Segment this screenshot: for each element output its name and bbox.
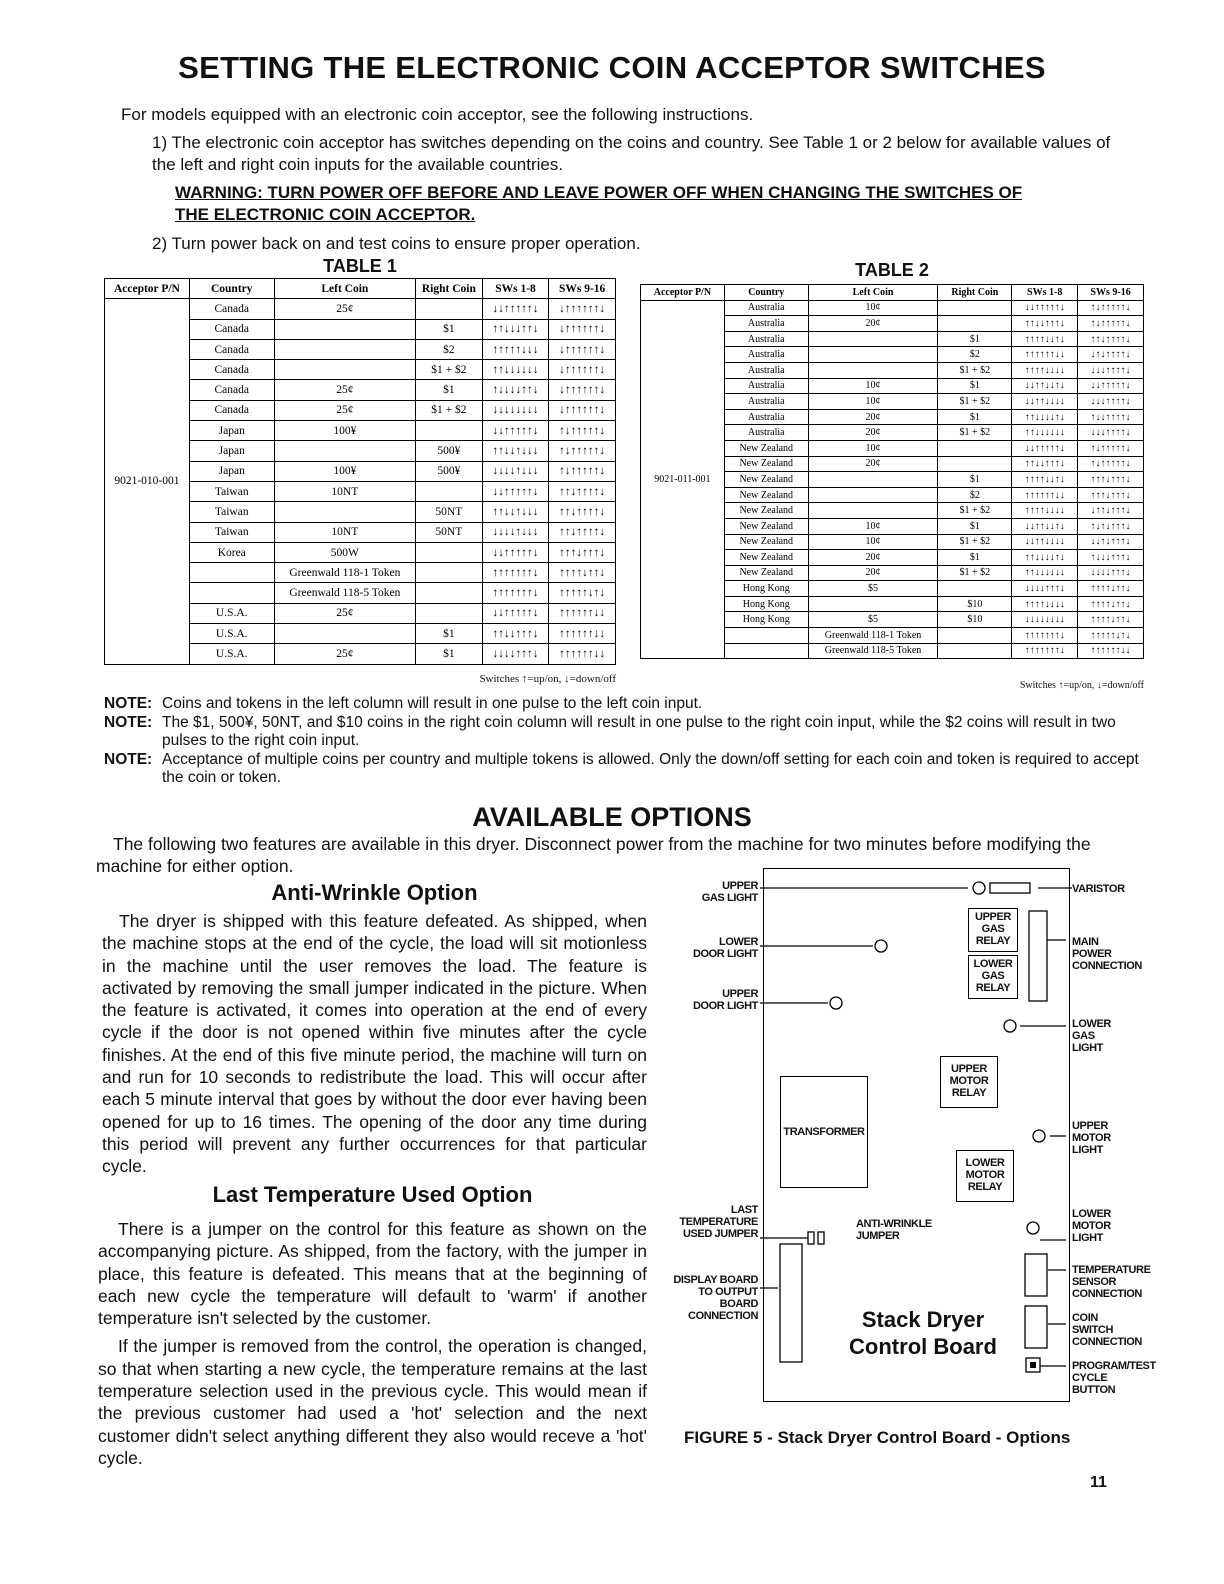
switch-cell: ↑↓↑↑↑↑↑↓ — [1078, 300, 1144, 316]
switch-cell: ↑↓↑↑↑↑↑↓ — [1078, 456, 1144, 472]
upper-gas-relay: UPPER GAS RELAY — [968, 908, 1018, 952]
note-1 — [104, 695, 1144, 713]
switch-cell: ↑↑↑↑↑↑↑↓ — [482, 563, 549, 583]
table-header-row — [105, 279, 616, 299]
table-cell: New Zealand — [724, 456, 808, 472]
table-cell: Australia — [724, 378, 808, 394]
column-header: Acceptor P/N — [105, 279, 190, 299]
table-1-legend: Switches ↑=up/on, ↓=down/off — [479, 673, 616, 685]
switch-cell: ↑↓↑↑↑↑↑↓ — [549, 461, 616, 481]
table-cell: 10¢ — [808, 300, 938, 316]
acceptor-part-number: 9021-011-001 — [641, 300, 725, 659]
switch-cell: ↑↑↑↑↓↓↓↓ — [1012, 362, 1078, 378]
temp-sensor-connector — [1025, 1254, 1047, 1296]
last-temp-body-1: There is a jumper on the control for this feature as shown on the accompanying picture. As shipped, from the factory, with the jumper in place, this feature is defeated. This means that at the beginning of each new cycle the temperature will default to 'warm' if another temperature isn't selected by the customer. — [98, 1219, 647, 1329]
table-cell — [274, 624, 415, 644]
table-cell: 10¢ — [808, 518, 938, 534]
table-cell: Canada — [189, 360, 274, 380]
switch-cell: ↑↑↑↑↓↓↑↓ — [1012, 331, 1078, 347]
switch-cell: ↓↓↑↑↓↓↑↓ — [1012, 378, 1078, 394]
note-text: Coins and tokens in the left column will result in one pulse to the left coin input. — [162, 695, 703, 712]
table-cell: New Zealand — [724, 503, 808, 519]
switch-cell: ↑↑↓↓↓↓↑↓ — [1012, 550, 1078, 566]
table-cell: Greenwald 118-1 Token — [274, 563, 415, 583]
table-cell: U.S.A. — [189, 644, 274, 664]
switch-cell: ↑↑↑↑↑↑↑↓ — [1012, 643, 1078, 659]
table-cell — [416, 603, 483, 623]
table-header-row — [641, 285, 1144, 301]
column-header: Right Coin — [416, 279, 483, 299]
switch-cell: ↑↑↑↓↑↑↑↓ — [1078, 487, 1144, 503]
table-cell: $1 — [938, 331, 1012, 347]
table-cell — [938, 643, 1012, 659]
column-header: Left Coin — [274, 279, 415, 299]
label-upper-motor-light: UPPER MOTOR LIGHT — [1072, 1120, 1111, 1156]
switch-cell: ↓↓↑↑↑↑↑↓ — [482, 603, 549, 623]
switch-cell: ↑↓↑↑↑↑↑↓ — [549, 421, 616, 441]
label-varistor: VARISTOR — [1072, 883, 1125, 895]
switch-cell: ↑↑↓↓↑↑↑↓ — [482, 624, 549, 644]
note-text: The $1, 500¥, 50NT, and $10 coins in the right coin column will result in one pulse to the right coin input, while the $2 coins will result in two pulses to the right coin input. — [162, 714, 1116, 749]
note-2 — [104, 714, 1144, 750]
table-cell — [938, 316, 1012, 332]
table-cell: New Zealand — [724, 550, 808, 566]
table-cell: $1 — [938, 472, 1012, 488]
table-cell: 500¥ — [416, 441, 483, 461]
board-title-line-1: Stack Dryer — [861, 1307, 985, 1332]
table-cell: Australia — [724, 300, 808, 316]
board-title — [828, 1306, 1018, 1360]
table-cell: $1 — [938, 550, 1012, 566]
table-cell — [808, 362, 938, 378]
table-cell: 20¢ — [808, 425, 938, 441]
lower-motor-relay: LOWER MOTOR RELAY — [956, 1150, 1014, 1202]
table-cell: $1 — [416, 319, 483, 339]
switch-cell: ↓↓↓↑↑↑↑↓ — [1078, 425, 1144, 441]
table-cell: Australia — [724, 362, 808, 378]
switch-cell: ↑↓↑↑↑↑↑↓ — [549, 441, 616, 461]
table-cell: $1 + $2 — [938, 425, 1012, 441]
last-temp-section — [98, 1182, 647, 1469]
switch-cell: ↑↑↓↑↑↑↑↓ — [549, 522, 616, 542]
anti-wrinkle-section — [102, 880, 647, 1178]
label-main-power: MAIN POWER CONNECTION — [1072, 936, 1142, 972]
table-cell — [938, 628, 1012, 644]
table-cell — [808, 331, 938, 347]
table-cell — [274, 319, 415, 339]
label-temp-sensor: TEMPERATURE SENSOR CONNECTION — [1072, 1264, 1151, 1300]
switch-cell: ↓↓↑↑↑↑↑↓ — [1078, 378, 1144, 394]
table-cell — [938, 300, 1012, 316]
last-temp-body-2: If the jumper is removed from the control, the operation is changed, so that when starting a new cycle, the temperature remains at the last temperature selection used in the previous cycle. This would mean if the previous customer had used a 'hot' selection and the next customer didn't select anything different they also would receve a 'hot' cycle. — [98, 1336, 647, 1468]
switch-cell: ↓↓↓↓↓↓↓↓ — [1012, 612, 1078, 628]
table-cell — [808, 347, 938, 363]
table-cell — [938, 440, 1012, 456]
table-cell: 50NT — [416, 502, 483, 522]
table-cell — [189, 583, 274, 603]
table-cell: Hong Kong — [724, 581, 808, 597]
table-cell: 25¢ — [274, 400, 415, 420]
switch-cell: ↓↓↑↑↓↓↑↓ — [1012, 518, 1078, 534]
switch-cell: ↓↓↓↓↑↑↑↓ — [1078, 565, 1144, 581]
switch-cell: ↑↓↓↓↓↑↑↓ — [482, 380, 549, 400]
table-cell: Australia — [724, 409, 808, 425]
notes — [104, 695, 1144, 787]
column-header: Country — [724, 285, 808, 301]
table-cell: 10¢ — [808, 440, 938, 456]
label-program-button: PROGRAM/TEST CYCLE BUTTON — [1072, 1360, 1156, 1396]
transformer: TRANSFORMER — [780, 1076, 868, 1188]
table-cell — [808, 472, 938, 488]
switch-cell: ↓↓↑↑↑↑↑↓ — [482, 481, 549, 501]
table-cell: 500W — [274, 542, 415, 562]
table-cell: $1 + $2 — [416, 400, 483, 420]
table-cell — [808, 596, 938, 612]
switch-cell: ↑↑↑↑↑↑↑↓ — [482, 583, 549, 603]
note-label: NOTE: — [104, 751, 153, 768]
table-cell: 100¥ — [274, 461, 415, 481]
column-header: Left Coin — [808, 285, 938, 301]
switch-cell: ↓↑↑↑↑↑↑↓ — [549, 339, 616, 359]
table-cell: $5 — [808, 612, 938, 628]
switch-cell: ↑↑↑↑↑↓↑↓ — [549, 583, 616, 603]
table-cell: $10 — [938, 612, 1012, 628]
table-cell: 500¥ — [416, 461, 483, 481]
table-2-caption: TABLE 2 — [855, 260, 929, 280]
switch-cell: ↓↑↑↑↑↑↑↓ — [549, 380, 616, 400]
table-cell: Japan — [189, 421, 274, 441]
table-cell: New Zealand — [724, 487, 808, 503]
table-cell — [808, 487, 938, 503]
table-cell: Taiwan — [189, 502, 274, 522]
table-cell: Australia — [724, 316, 808, 332]
options-intro: The following two features are available in this dryer. Disconnect power from the machine for two minutes before modifying the machine for either option. — [96, 834, 1091, 876]
table-1-caption: TABLE 1 — [323, 256, 397, 276]
table-cell: Japan — [189, 461, 274, 481]
switch-cell: ↓↓↓↓↓↓↓↓ — [482, 400, 549, 420]
table-cell: Taiwan — [189, 481, 274, 501]
table-cell — [416, 421, 483, 441]
switch-cell: ↑↓↑↑↑↑↑↓ — [1078, 440, 1144, 456]
note-label: NOTE: — [104, 714, 153, 731]
table-row — [105, 299, 616, 319]
table-cell: Japan — [189, 441, 274, 461]
table-cell: 25¢ — [274, 299, 415, 319]
table-cell — [274, 502, 415, 522]
table-cell — [274, 360, 415, 380]
switch-cell: ↓↓↑↑↑↑↑↓ — [482, 299, 549, 319]
switch-cell: ↑↓↑↑↑↑↑↓ — [1078, 316, 1144, 332]
table-cell — [416, 299, 483, 319]
label-upper-door-light: UPPER DOOR LIGHT — [692, 988, 758, 1012]
switch-cell: ↑↑↑↑↓↑↑↓ — [1078, 581, 1144, 597]
step-2-text: 2) Turn power back on and test coins to ensure proper operation. — [152, 234, 641, 253]
switch-cell: ↑↑↑↑↓↑↑↓ — [549, 563, 616, 583]
lower-door-light-led — [875, 940, 887, 952]
switch-cell: ↓↓↓↓↑↓↓↓ — [482, 461, 549, 481]
switch-cell: ↓↓↑↑↑↑↑↓ — [482, 542, 549, 562]
anti-wrinkle-body: The dryer is shipped with this feature defeated. As shipped, when the machine stops at the end of the cycle, the load will sit motionless in the machine until the user removes the load. The feature is activated by removing the small jumper indicated in the picture. When the feature is activated, it comes into operation at the end of every cycle if the door is not opened within five minutes after the cycle finishes. At the end of this five minute period, the machine will turn on and run for 10 seconds to redistribute the load. This will occur after each 5 minute interval that goes by without the door ever having been opened for up to 16 times. The opening of the door any time during this period will prevent any further occurrences for that particular cycle. — [102, 911, 647, 1177]
switch-cell: ↓↑↑↑↑↑↑↓ — [549, 360, 616, 380]
switch-cell: ↑↑↓↓↓↓↓↓ — [1012, 565, 1078, 581]
table-cell: New Zealand — [724, 534, 808, 550]
control-board-figure — [668, 866, 1168, 1426]
table-1 — [104, 278, 616, 665]
warning-text: WARNING: TURN POWER OFF BEFORE AND LEAVE POWER OFF WHEN CHANGING THE SWITCHES OF THE ELECTRONIC COIN ACCEPTOR. — [175, 183, 1023, 224]
note-3 — [104, 751, 1144, 787]
switch-cell: ↑↑↓↓↓↑↑↓ — [482, 319, 549, 339]
switch-cell: ↑↑↑↓↑↑↑↓ — [1078, 472, 1144, 488]
table-cell — [416, 542, 483, 562]
table-row — [641, 300, 1144, 316]
table-cell: 20¢ — [808, 316, 938, 332]
last-temp-jumper-pin — [808, 1232, 814, 1244]
switch-cell: ↑↑↑↑↑↑↓↓ — [549, 624, 616, 644]
table-cell — [416, 563, 483, 583]
table-cell: 10¢ — [808, 534, 938, 550]
switch-cell: ↓↑↑↑↑↑↑↓ — [549, 400, 616, 420]
column-header: Right Coin — [938, 285, 1012, 301]
table-cell: $10 — [938, 596, 1012, 612]
table-cell: Canada — [189, 380, 274, 400]
switch-cell: ↑↓↑↓↑↑↑↓ — [1078, 518, 1144, 534]
display-board-connector — [780, 1244, 802, 1362]
table-cell: $1 — [938, 409, 1012, 425]
page-title: SETTING THE ELECTRONIC COIN ACCEPTOR SWITCHES — [178, 50, 1046, 85]
switch-cell: ↓↓↑↑↑↑↑↓ — [1012, 300, 1078, 316]
table-cell — [274, 339, 415, 359]
switch-cell: ↑↑↑↑↑↑↓↓ — [1012, 487, 1078, 503]
switch-cell: ↓↓↓↓↑↓↓↓ — [482, 522, 549, 542]
switch-cell: ↑↑↓↓↑↑↑↓ — [1012, 316, 1078, 332]
table-cell: Canada — [189, 299, 274, 319]
table-cell: 25¢ — [274, 603, 415, 623]
switch-cell: ↑↑↑↑↑↑↓↓ — [1012, 347, 1078, 363]
table-cell: 20¢ — [808, 565, 938, 581]
table-cell: $1 + $2 — [938, 565, 1012, 581]
page-number: 11 — [1090, 1474, 1107, 1491]
switch-cell: ↓↓↑↑↓↓↓↓ — [1012, 394, 1078, 410]
acceptor-part-number: 9021-010-001 — [105, 299, 190, 664]
switch-cell: ↓↑↑↑↑↑↑↓ — [549, 299, 616, 319]
table-cell: Taiwan — [189, 522, 274, 542]
table-cell: 25¢ — [274, 644, 415, 664]
table-cell: Canada — [189, 339, 274, 359]
switch-cell: ↑↑↑↑↑↓↓↓ — [482, 339, 549, 359]
column-header: Country — [189, 279, 274, 299]
table-cell: Hong Kong — [724, 612, 808, 628]
switch-cell: ↑↑↑↑↓↑↑↓ — [1078, 596, 1144, 612]
table-cell: Canada — [189, 400, 274, 420]
table-cell: New Zealand — [724, 518, 808, 534]
step-1-text: 1) The electronic coin acceptor has switches depending on the coins and country. See Table 1 or 2 below for available values of the left and right coin inputs for the available countries. — [152, 133, 1111, 174]
varistor-component — [990, 883, 1030, 893]
lower-motor-light-led — [1027, 1222, 1039, 1234]
upper-motor-relay: UPPER MOTOR RELAY — [940, 1056, 998, 1108]
table-cell: $1 — [416, 624, 483, 644]
switch-cell: ↑↑↑↑↑↑↓↓ — [549, 644, 616, 664]
table-cell: $1 + $2 — [938, 394, 1012, 410]
switch-cell: ↑↑↑↑↑↑↓↓ — [1078, 643, 1144, 659]
table-cell: U.S.A. — [189, 603, 274, 623]
table-cell: $1 + $2 — [416, 360, 483, 380]
table-cell: $1 — [416, 644, 483, 664]
anti-wrinkle-jumper-pin — [818, 1232, 824, 1244]
table-cell — [189, 563, 274, 583]
switch-cell: ↑↑↓↓↑↓↓↓ — [482, 441, 549, 461]
table-cell: $1 + $2 — [938, 534, 1012, 550]
table-cell: Australia — [724, 425, 808, 441]
table-cell: New Zealand — [724, 472, 808, 488]
switch-cell: ↑↑↑↑↑↑↓↓ — [549, 603, 616, 623]
table-cell — [724, 628, 808, 644]
note-text: Acceptance of multiple coins per country and multiple tokens is allowed. Only the down/off setting for each coin and token is required to accept the coin or token. — [162, 751, 1139, 786]
switch-cell: ↓↑↑↓↑↑↑↓ — [1078, 503, 1144, 519]
switch-cell: ↓↓↓↓↑↑↑↓ — [482, 644, 549, 664]
table-cell — [416, 583, 483, 603]
column-header: SWs 1-8 — [1012, 285, 1078, 301]
table-cell: $2 — [416, 339, 483, 359]
switch-cell: ↑↑↑↑↓↓↑↓ — [1012, 472, 1078, 488]
upper-gas-light-led — [973, 882, 985, 894]
table-cell: 10NT — [274, 481, 415, 501]
label-coin-switch: COIN SWITCH CONNECTION — [1072, 1312, 1142, 1348]
main-power-connector — [1029, 911, 1047, 1001]
label-upper-gas-light: UPPER GAS LIGHT — [701, 880, 758, 904]
table-cell — [416, 481, 483, 501]
lower-gas-relay: LOWER GAS RELAY — [968, 955, 1018, 999]
switch-cell: ↓↓↓↑↑↑↑↓ — [1078, 394, 1144, 410]
switch-cell: ↑↑↓↓↑↓↓↓ — [482, 502, 549, 522]
table-cell — [724, 643, 808, 659]
label-lower-gas-light: LOWER GAS LIGHT — [1072, 1018, 1111, 1054]
table-cell: $2 — [938, 487, 1012, 503]
table-cell: 25¢ — [274, 380, 415, 400]
table-cell: Australia — [724, 394, 808, 410]
table-cell: Hong Kong — [724, 596, 808, 612]
switch-cell: ↓↓↓↑↑↑↑↓ — [1078, 362, 1144, 378]
switch-cell: ↑↑↓↑↑↑↑↓ — [549, 481, 616, 501]
table-cell: 10¢ — [808, 394, 938, 410]
switch-cell: ↓↓↑↑↑↑↑↓ — [1012, 440, 1078, 456]
table-cell: 100¥ — [274, 421, 415, 441]
switch-cell: ↑↑↑↑↓↓↓↓ — [1012, 503, 1078, 519]
table-cell: $1 — [416, 380, 483, 400]
table-2-legend: Switches ↑=up/on, ↓=down/off — [1019, 680, 1144, 691]
lower-gas-light-led — [1004, 1020, 1016, 1032]
label-display-board: DISPLAY BOARD TO OUTPUT BOARD CONNECTION — [673, 1274, 758, 1322]
label-lower-door-light: LOWER DOOR LIGHT — [692, 936, 758, 960]
label-lower-motor-light: LOWER MOTOR LIGHT — [1072, 1208, 1111, 1244]
options-heading: AVAILABLE OPTIONS — [472, 802, 752, 832]
table-cell: U.S.A. — [189, 624, 274, 644]
switch-cell: ↑↑↑↓↑↑↑↓ — [549, 542, 616, 562]
table-cell: 20¢ — [808, 409, 938, 425]
anti-wrinkle-heading: Anti-Wrinkle Option — [271, 880, 478, 905]
table-cell: Korea — [189, 542, 274, 562]
last-temp-heading: Last Temperature Used Option — [212, 1182, 533, 1207]
table-cell — [938, 456, 1012, 472]
switch-cell: ↑↑↑↑↓↓↓↓ — [1012, 596, 1078, 612]
table-cell: $1 — [938, 378, 1012, 394]
table-cell: 10NT — [274, 522, 415, 542]
table-cell: New Zealand — [724, 565, 808, 581]
note-label: NOTE: — [104, 695, 153, 712]
switch-cell: ↓↓↑↑↓↓↓↓ — [1012, 534, 1078, 550]
table-cell: New Zealand — [724, 440, 808, 456]
switch-cell: ↑↑↓↓↓↓↓↓ — [1012, 425, 1078, 441]
table-cell: $1 — [938, 518, 1012, 534]
switch-cell: ↑↑↓↓↓↓↑↓ — [1012, 409, 1078, 425]
column-header: SWs 9-16 — [1078, 285, 1144, 301]
switch-cell: ↓↓↓↓↑↑↑↓ — [1012, 581, 1078, 597]
table-cell: Australia — [724, 347, 808, 363]
figure-caption: FIGURE 5 - Stack Dryer Control Board - Options — [684, 1428, 1071, 1447]
column-header: SWs 9-16 — [549, 279, 616, 299]
switch-cell: ↑↑↑↑↓↑↑↓ — [1078, 612, 1144, 628]
table-2 — [640, 284, 1144, 659]
table-cell: $1 + $2 — [938, 362, 1012, 378]
table-cell — [274, 441, 415, 461]
table-cell — [938, 581, 1012, 597]
column-header: SWs 1-8 — [482, 279, 549, 299]
switch-cell: ↑↑↓↑↑↑↑↓ — [1078, 331, 1144, 347]
table-cell: 10¢ — [808, 378, 938, 394]
column-header: Acceptor P/N — [641, 285, 725, 301]
intro-text: For models equipped with an electronic coin acceptor, see the following instructions. — [121, 105, 754, 124]
table-cell: $1 + $2 — [938, 503, 1012, 519]
table-cell — [808, 503, 938, 519]
switch-cell: ↑↑↓↑↑↑↑↓ — [549, 502, 616, 522]
switch-cell: ↓↑↓↑↑↑↑↓ — [1078, 347, 1144, 363]
coin-switch-connector — [1025, 1306, 1047, 1348]
switch-cell: ↑↑↑↑↑↓↑↓ — [1078, 628, 1144, 644]
upper-door-light-led — [830, 997, 842, 1009]
switch-cell: ↑↑↓↓↓↓↓↓ — [482, 360, 549, 380]
upper-motor-light-led — [1033, 1130, 1045, 1142]
board-title-line-2: Control Board — [849, 1334, 997, 1359]
label-last-temp-jumper: LAST TEMPERATURE USED JUMPER — [679, 1204, 758, 1240]
table-cell: 20¢ — [808, 456, 938, 472]
switch-cell: ↑↑↑↑↑↑↑↓ — [1012, 628, 1078, 644]
switch-cell: ↑↓↓↓↑↑↑↓ — [1078, 550, 1144, 566]
switch-cell: ↑↓↓↑↑↑↑↓ — [1078, 409, 1144, 425]
table-cell: 50NT — [416, 522, 483, 542]
table-cell: $2 — [938, 347, 1012, 363]
switch-cell: ↑↑↓↓↑↑↑↓ — [1012, 456, 1078, 472]
table-cell: Greenwald 118-1 Token — [808, 628, 938, 644]
table-cell: 20¢ — [808, 550, 938, 566]
table-cell: Greenwald 118-5 Token — [808, 643, 938, 659]
table-cell: Canada — [189, 319, 274, 339]
table-cell: Australia — [724, 331, 808, 347]
switch-cell: ↓↓↑↓↑↑↑↓ — [1078, 534, 1144, 550]
switch-cell: ↓↓↑↑↑↑↑↓ — [482, 421, 549, 441]
table-cell: Greenwald 118-5 Token — [274, 583, 415, 603]
label-anti-wrinkle-jumper: ANTI-WRINKLE JUMPER — [856, 1218, 932, 1242]
switch-cell: ↓↑↑↑↑↑↑↓ — [549, 319, 616, 339]
table-cell: $5 — [808, 581, 938, 597]
